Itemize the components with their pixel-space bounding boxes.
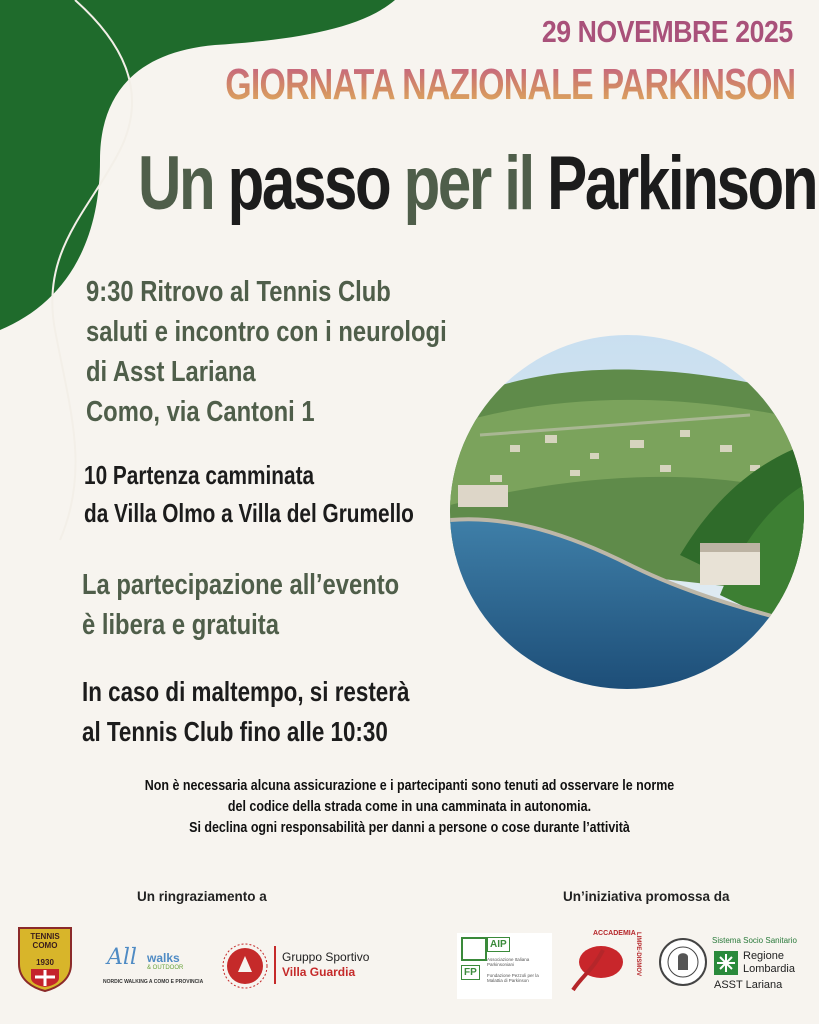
regione-sub: ASST Lariana	[714, 979, 783, 991]
allwalks-name: walks	[147, 951, 180, 965]
disclaimer-line: del codice della strada come in una camminata in autonomia.	[227, 799, 592, 815]
tennis-como-line: TENNIS	[30, 932, 60, 941]
info-line: 10 Partenza camminata	[84, 460, 315, 490]
disclaimer-line: Si declina ogni responsabilità per danni a persone o cose durante l’attività	[189, 820, 630, 836]
allwalks-sub: & OUTDOOR	[147, 965, 184, 971]
title-part: Un	[138, 141, 228, 226]
main-title	[138, 140, 816, 227]
weather-info	[82, 672, 409, 752]
info-line: In caso di maltempo, si resterà	[82, 676, 410, 707]
lake-como-photo	[450, 335, 804, 689]
aip-fp-logo	[457, 933, 552, 999]
info-line: saluti e incontro con i neurologi	[86, 316, 447, 348]
tennis-como-logo	[17, 926, 73, 992]
regione-name1: Regione	[743, 950, 784, 962]
event-name: GIORNATA NAZIONALE PARKINSON	[224, 60, 795, 109]
disclaimer	[0, 776, 819, 839]
accademia-side: LIMPE-DISMOV	[635, 932, 641, 977]
fp-code: FP	[461, 965, 480, 980]
title-part: passo	[227, 141, 404, 226]
villa-guardia-line1: Gruppo Sportivo	[282, 950, 370, 964]
meeting-info	[86, 272, 447, 432]
aip-code: AIP	[487, 937, 510, 952]
accademia-limpe-logo	[563, 930, 647, 998]
fp-text: Fondazione Pezzoli per la Malattia di Parkinson	[487, 973, 539, 983]
regione-top: Sistema Socio Sanitario	[712, 936, 797, 945]
info-line: è libera e gratuita	[82, 609, 279, 641]
event-date: 29 NOVEMBRE 2025	[542, 14, 793, 49]
seal-logo	[658, 937, 708, 987]
info-line: Como, via Cantoni 1	[86, 396, 315, 428]
disclaimer-line: Non è necessaria alcuna assicurazione e i partecipanti sono tenuti ad osservare le norme	[144, 778, 675, 794]
villa-guardia-line2: Villa Guardia	[282, 965, 356, 979]
tennis-como-year: 1930	[36, 958, 54, 967]
title-part: per il	[403, 141, 548, 226]
info-line: La partecipazione all’evento	[82, 569, 400, 601]
allwalks-tagline: NORDIC WALKING A COMO E PROVINCIA	[103, 979, 204, 985]
info-line: al Tennis Club fino alle 10:30	[82, 716, 388, 747]
info-line: 9:30 Ritrovo al Tennis Club	[86, 276, 391, 308]
aip-text: Associazione Italiana Parkinsoniani	[487, 957, 530, 967]
allwalks-logo: All walks & OUTDOOR NORDIC WALKING A COMO E PROVINCIA	[103, 945, 204, 985]
info-line: da Villa Olmo a Villa del Grumello	[84, 498, 414, 528]
regione-name2: Lombardia	[743, 963, 795, 975]
tennis-como-line: COMO	[32, 941, 58, 950]
thanks-label: Un ringraziamento a	[137, 889, 267, 904]
villa-guardia-logo	[220, 942, 370, 990]
accademia-label: ACCADEMIA	[593, 930, 636, 937]
info-line: di Asst Lariana	[86, 356, 256, 388]
free-participation-info	[82, 565, 399, 645]
walk-info	[84, 456, 414, 532]
regione-lombardia-logo	[712, 936, 812, 996]
title-part: Parkinson	[547, 141, 817, 226]
promoted-by-label: Un’iniziativa promossa da	[563, 889, 730, 904]
